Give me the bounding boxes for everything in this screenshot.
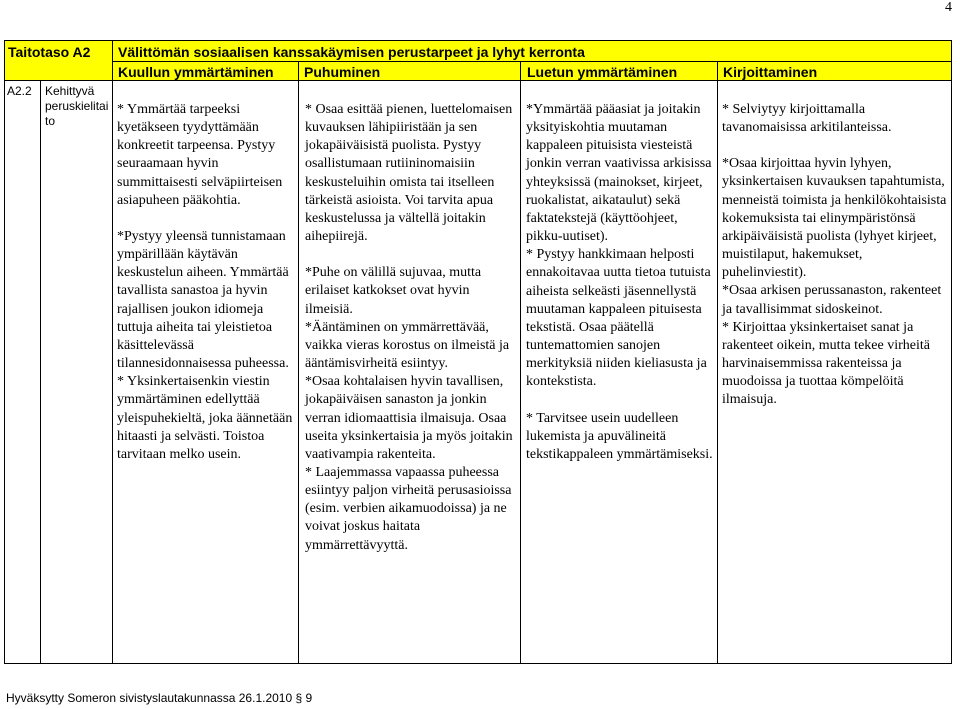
level-code: A2.2: [7, 84, 32, 98]
level-title: Taitotaso A2: [8, 44, 91, 60]
writing-para: *Osaa kirjoittaa hyvin lyhyen, yksinkertaisen kuvauksen tapahtumista, menneistä toimista ja henkilökohtaisista kokemuksista tai elinympäristönsä arkipäiväisistä puolista (lyhyet kirjeet, muistilaput, hakemukset, puhelinviestit).: [722, 156, 947, 281]
spacer: [117, 210, 297, 228]
listening-para: * Ymmärtää tarpeeksi kyetäkseen tyydyttämään konkreetit tarpeensa. Pystyy seuraamaan hyvin summittaisesti selväpiirteisen asiapuheen pääkohtia.: [117, 102, 283, 208]
listening-para: *Pystyy yleensä tunnistamaan ympärillään käytävän keskustelun aiheen. Ymmärtää tavallista sanastoa ja hyvin rajallisen joukon idiomeja tuttuja aiheita tai yleistietoa käsittelevässä tilannesidonnaisessa puheessa.: [117, 228, 289, 372]
speaking-para: * Osaa esittää pienen, luettelomaisen kuvauksen lähipiiristään ja sen jokapäiväisistä puolista. Pystyy osallistumaan rutiininomaisiin keskusteluihin omista tai itselleen tärkeistä asioista. Voi tarvita apua keskustelussa ja vältellä joitakin aihepiirejä.: [305, 102, 513, 245]
skill-header-reading: Luetun ymmärtäminen: [527, 64, 678, 80]
reading-column: [526, 101, 715, 464]
table-border-bottom: [4, 663, 952, 664]
spacer: [722, 137, 948, 155]
spacer: [305, 246, 517, 264]
table-border-right: [951, 40, 952, 664]
listening-para: * Yksinkertaisenkin viestin ymmärtäminen edellyttää yleispuhekieltä, joka äännetään hitaasti ja selvästi. Toistoa tarvitaan melko usein.: [117, 374, 293, 462]
speaking-para: * Laajemmassa vapaassa puheessa esiintyy paljon virheitä perusasioissa (esim. verbien aikamuodoissa) ja ne voivat joskus haitata ymmärrettävyyttä.: [305, 464, 512, 553]
skill-header-speaking: Puhuminen: [304, 64, 381, 80]
speaking-para: *Puhe on välillä sujuvaa, mutta erilaiset katkokset ovat hyvin ilmeisiä.: [305, 265, 482, 317]
writing-para: * Kirjoittaa yksinkertaiset sanat ja rakenteet oikein, mutta tekee virheitä harvinaisemmissa rakenteissa ja muodoissa ja tuottaa kömpelöitä ilmaisuja.: [722, 319, 930, 408]
table-rule-v5: [717, 61, 718, 664]
page-number: 4: [945, 0, 952, 15]
writing-para: *Osaa arkisen perussanaston, rakenteet ja tavallisimmat sidoskeinot.: [722, 283, 942, 317]
skill-header-writing: Kirjoittaminen: [723, 64, 818, 80]
reading-para: * Tarvitsee usein uudelleen lukemista ja apuvälineitä tekstikappaleen ymmärtämiseksi.: [526, 410, 713, 462]
skill-header-listening: Kuullun ymmärtäminen: [118, 64, 274, 80]
table-border-top: [4, 40, 952, 41]
writing-column: [722, 101, 948, 410]
table-rule-v1: [40, 80, 41, 664]
approval-footer: Hyväksytty Someron sivistyslautakunnassa 26.1.2010 § 9: [6, 691, 313, 705]
section-title: Välittömän sosiaalisen kanssakäymisen perustarpeet ja lyhyt kerronta: [118, 44, 585, 60]
level-name: Kehittyvä peruskielitaito: [45, 84, 109, 128]
speaking-column: [305, 101, 517, 555]
spacer: [526, 392, 715, 410]
reading-para: * Pystyy hankkimaan helposti ennakoitavaa uutta tietoa tutuista aiheista selkeästi jäsennellystä muutaman kappaleen pituisesta tekstistä. Osaa päätellä tuntemattomien sanojen merkityksiä niiden kieliasusta ja kontekstista.: [526, 247, 711, 390]
table-rule-v4: [520, 61, 521, 664]
table-rule-v2: [112, 40, 113, 664]
speaking-para: *Osaa kohtalaisen hyvin tavallisen, jokapäiväisen sanaston ja jonkin verran idiomaattisia ilmaisuja. Osaa useita yksinkertaisia ja myös joitakin vaativampia rakenteita.: [305, 374, 513, 462]
listening-column: [117, 101, 297, 464]
writing-para: * Selviytyy kirjoittamalla tavanomaisissa arkitilanteissa.: [722, 102, 892, 136]
reading-para: *Ymmärtää pääasiat ja joitakin yksityiskohtia muutaman kappaleen pituisista viesteistä jonkin verran vaativissa arkisissa yhteyksissä (mainokset, kirjeet, ruokalistat, aikataulut) sekä faktatekstejä (käyttöohjeet, pikku-uutiset).: [526, 102, 712, 245]
table-rule-v3: [298, 61, 299, 664]
table-border-left: [4, 40, 5, 664]
speaking-para: *Ääntäminen on ymmärrettävää, vaikka vieras korostus on ilmeistä ja ääntämisvirheitä esiintyy.: [305, 319, 510, 372]
